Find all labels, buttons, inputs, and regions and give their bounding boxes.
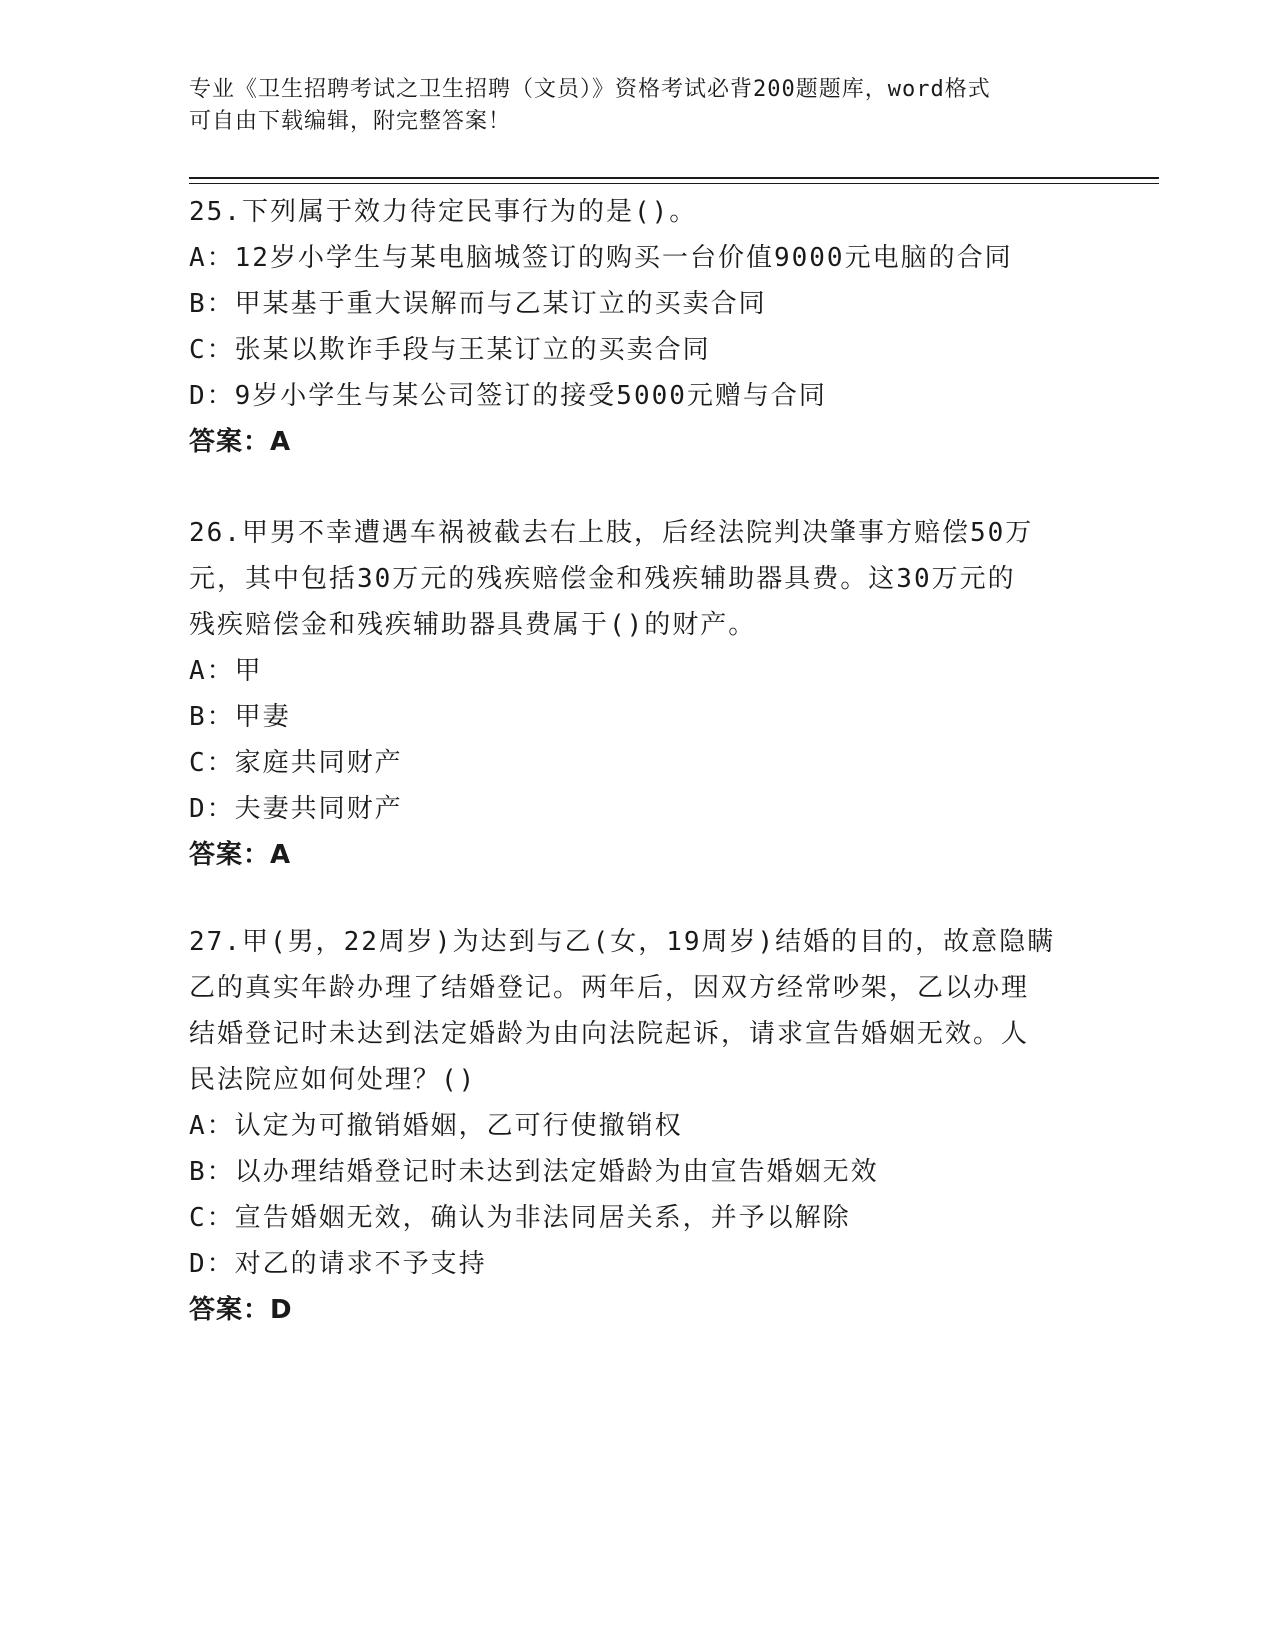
question-stem: 结婚登记时未达到法定婚龄为由向法院起诉，请求宣告婚姻无效。人 bbox=[189, 1019, 1030, 1049]
header-line-1: 专业《卫生招聘考试之卫生招聘（文员）》资格考试必背200题题库，word格式 bbox=[189, 77, 991, 102]
option-c: C：宣告婚姻无效，确认为非法同居关系，并予以解除 bbox=[189, 1203, 851, 1233]
question-stem: 25.下列属于效力待定民事行为的是()。 bbox=[189, 197, 698, 227]
header-line-2: 可自由下载编辑，附完整答案！ bbox=[189, 109, 512, 134]
question-27 bbox=[189, 919, 1089, 1333]
option-a: A：甲 bbox=[189, 656, 263, 686]
answer-line: 答案：A bbox=[189, 427, 292, 457]
question-stem: 残疾赔偿金和残疾辅助器具费属于()的财产。 bbox=[189, 610, 757, 640]
option-b: B：以办理结婚登记时未达到法定婚龄为由宣告婚姻无效 bbox=[189, 1157, 879, 1187]
question-stem: 乙的真实年龄办理了结婚登记。两年后，因双方经常吵架，乙以办理 bbox=[189, 973, 1030, 1003]
option-b: B：甲某基于重大误解而与乙某订立的买卖合同 bbox=[189, 289, 767, 319]
question-25 bbox=[189, 189, 1089, 465]
option-b: B：甲妻 bbox=[189, 702, 291, 732]
question-stem: 27.甲(男，22周岁)为达到与乙(女，19周岁)结婚的目的，故意隐瞒 bbox=[189, 927, 1056, 957]
header-divider-thin bbox=[189, 183, 1159, 184]
question-26 bbox=[189, 510, 1089, 878]
option-a: A：12岁小学生与某电脑城签订的购买一台价值9000元电脑的合同 bbox=[189, 243, 1013, 273]
answer-line: 答案：A bbox=[189, 840, 292, 870]
option-d: D：对乙的请求不予支持 bbox=[189, 1249, 487, 1279]
option-d: D：夫妻共同财产 bbox=[189, 794, 403, 824]
question-stem: 民法院应如何处理？() bbox=[189, 1065, 477, 1095]
question-stem: 26.甲男不幸遭遇车祸被截去右上肢，后经法院判决肇事方赔偿50万 bbox=[189, 518, 1034, 548]
option-d: D：9岁小学生与某公司签订的接受5000元赠与合同 bbox=[189, 381, 827, 411]
answer-line: 答案：D bbox=[189, 1295, 293, 1325]
question-stem: 元，其中包括30万元的残疾赔偿金和残疾辅助器具费。这30万元的 bbox=[189, 564, 1016, 594]
document-header bbox=[189, 74, 1069, 138]
option-c: C：家庭共同财产 bbox=[189, 748, 403, 778]
header-divider-thick bbox=[189, 177, 1159, 179]
option-a: A：认定为可撤销婚姻，乙可行使撤销权 bbox=[189, 1111, 683, 1141]
option-c: C：张某以欺诈手段与王某订立的买卖合同 bbox=[189, 335, 711, 365]
